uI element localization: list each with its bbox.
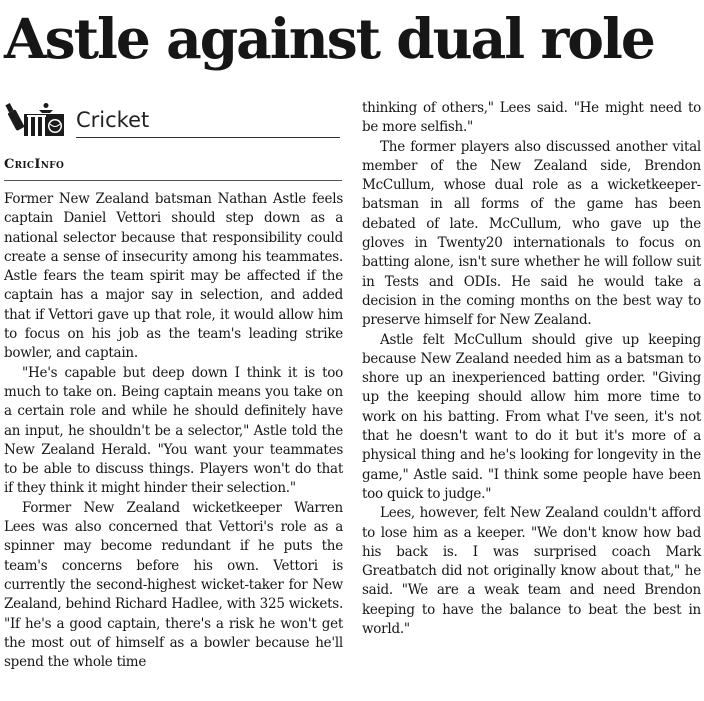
- paragraph: The former players also discussed another vital member of the New Zealand side, Brendon McCullum, whose dual role as a wicketkeeper-batsman in all forms of the game has been debated of late. McCullum, who gave up the gloves in Twenty20 internationals to focus on batting alone, isn't sure whether he will follow suit in Tests and ODIs. He said he would take a decision in the coming months on the best way to preserve himself for New Zealand.: [362, 138, 701, 329]
- section-rule: [76, 137, 340, 138]
- paragraph: Lees, however, felt New Zealand couldn't afford to lose him as a keeper. "We don't know how bad his back is. I was surprised coach Mark Greatbatch did not originally know about that," he said. "We are a weak team and need Brendon keeping to have the balance to beat the best in world.": [362, 505, 701, 638]
- byline-divider: [4, 180, 342, 181]
- headline: Astle against dual role: [4, 6, 654, 71]
- cricket-icon: [4, 102, 70, 136]
- paragraph: Former New Zealand wicketkeeper Warren Lees was also concerned that Vettori's role as a spinner may become redundant if he puts the team's concerns before his own. Vettori is currently the second-highest wicket-taker for New Zealand, behind Richard Hadlee, with 325 wickets. "If he's a good captain, there's a risk he won't get the most out of himself as a bowler because he'll spend the whole time: [4, 499, 343, 671]
- paragraph: Former New Zealand batsman Nathan Astle feels captain Daniel Vettori should step down as a national selector because that responsibility could create a sense of insecurity among his teammates. Astle fears the team spirit may be affected if the captain has a major say in selection, and added that if Vettori gave up that role, it would allow him to focus on his job as the team's leading strike bowler, and captain.: [4, 191, 343, 362]
- paragraph: thinking of others," Lees said. "He might need to be more selfish.": [362, 100, 701, 136]
- paragraph: "He's capable but deep down I think it is too much to take on. Being captain means you take on a certain role and while he should definitely have an input, he shouldn't be a selector," Astle told the New Zealand Herald. "You want your teammates to be able to discuss things. Players won't do that if they think it might hinder their selection.": [4, 364, 343, 497]
- article-column-2: [362, 99, 701, 639]
- byline: CricInfo: [4, 157, 65, 172]
- paragraph: Astle felt McCullum should give up keeping because New Zealand needed him as a batsman to shore up an inexperienced batting order. "Giving up the keeping should allow him more time to work on his batting. From what I've seen, it's not that he doesn't want to do it but it's more of a physical thing and he's looking for longevity in the game," Astle said. "I think some people have been too quick to judge.": [362, 331, 701, 502]
- section-label: Cricket: [76, 108, 150, 132]
- section-header: [4, 100, 340, 138]
- article-column-1: [4, 190, 343, 672]
